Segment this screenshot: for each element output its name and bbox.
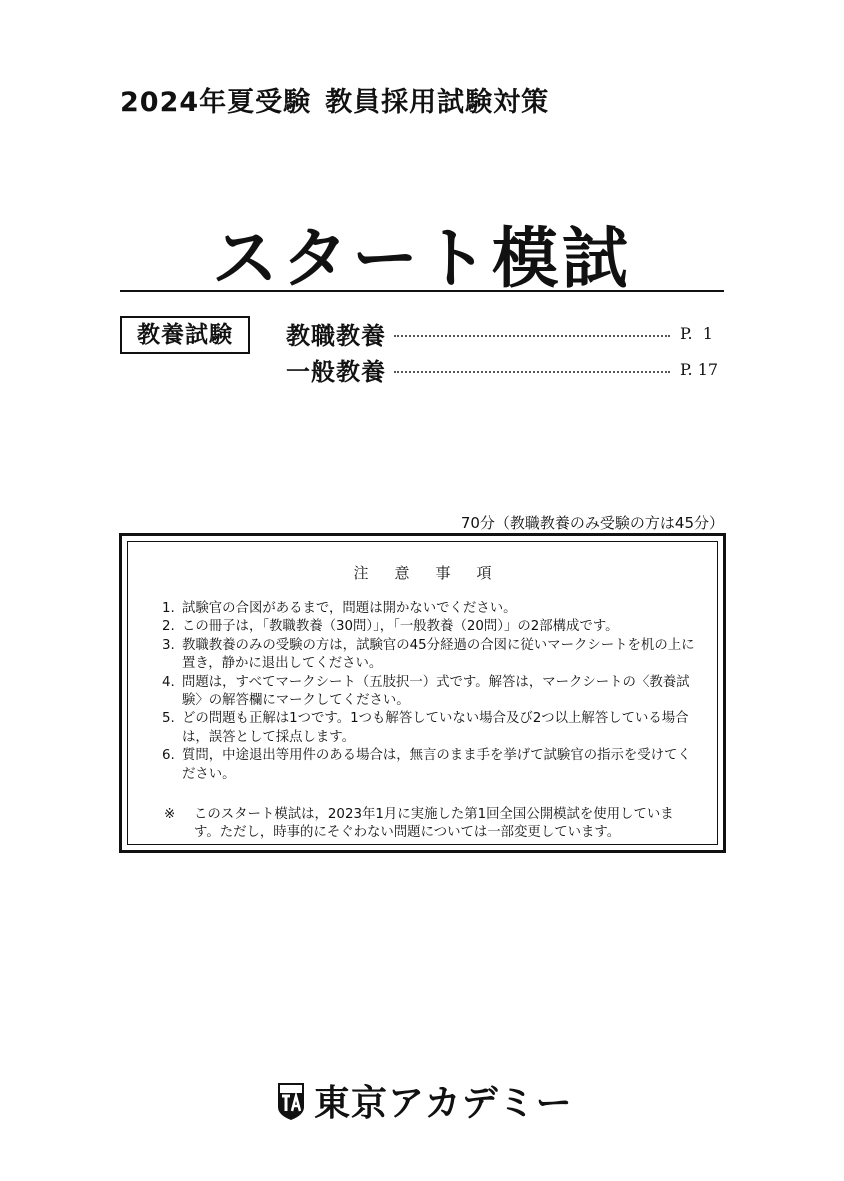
notice-item-number: 5. [162,711,175,727]
notice-inner-frame [127,541,718,845]
notice-item-number: 1. [162,601,175,616]
notice-item-number: 3. [162,637,175,653]
notice-item [162,618,697,636]
toc-item-page: P. 1 [680,323,713,343]
toc-leader-dots [394,371,670,373]
toc-leader-dots [394,335,670,337]
toc-item-name: 一般教養 [286,357,386,386]
exam-duration: 70分（教職教養のみ受験の方は45分） [460,514,724,532]
notice-item [162,747,697,784]
toc-item-name: 教職教養 [286,321,386,350]
toc-item-page: P. 17 [680,359,719,379]
notice-item-text: どの問題も正解は1つです。1つも解答していない場合及び2つ以上解答している場合は，誤答として採点します。 [182,711,689,745]
title-divider [120,290,724,292]
notice-item-text: 教職教養のみの受験の方は，試験官の45分経過の合図に従いマークシートを机の上に置き，静かに退出してください。 [182,637,695,672]
notice-item-text: 質問，中途退出等用件のある場合は，無言のまま手を挙げて試験官の指示を受けてください。 [182,748,691,782]
header-line [120,80,549,119]
exam-label: 2024年夏受験 [120,87,312,118]
notice-item-number: 6. [162,748,175,764]
shield-emblem-icon [276,1081,306,1121]
notice-item-text: この冊子は，「教職教養（30問）」，「一般教養（20問）」の2部構成です。 [182,619,619,635]
notice-item-number: 2. [162,619,175,635]
notice-item-text: 試験官の合図があるまで，問題は開かないでください。 [182,601,517,616]
toc-row [286,352,726,386]
remark-text: このスタート模試は，2023年1月に実施した第1回全国公開模試を使用しています。ただし，時事的にそぐわない問題については一部変更しています。 [194,807,674,841]
notice-box [119,533,726,853]
notice-heading: 注意事項 [353,564,518,582]
section-label-box: 教養試験 [120,316,250,354]
notice-item-number: 4. [162,674,175,690]
publisher-logo [276,1075,573,1126]
publisher-name: 東京アカデミー [314,1083,573,1124]
toc-row [286,316,726,350]
notice-remark [164,806,697,843]
main-title: スタート模試 [212,220,632,297]
notice-item [162,710,697,747]
notice-item [162,674,697,711]
notice-item-text: 問題は，すべてマークシート（五肢択一）式です。解答は，マークシートの〈教養試験〉の解答欄にマークしてください。 [182,674,690,709]
notice-item [162,637,697,674]
remark-mark: ※ [164,807,176,822]
notice-item [162,600,697,618]
course-title: 教員採用試験対策 [325,87,550,118]
notice-list [162,600,697,784]
